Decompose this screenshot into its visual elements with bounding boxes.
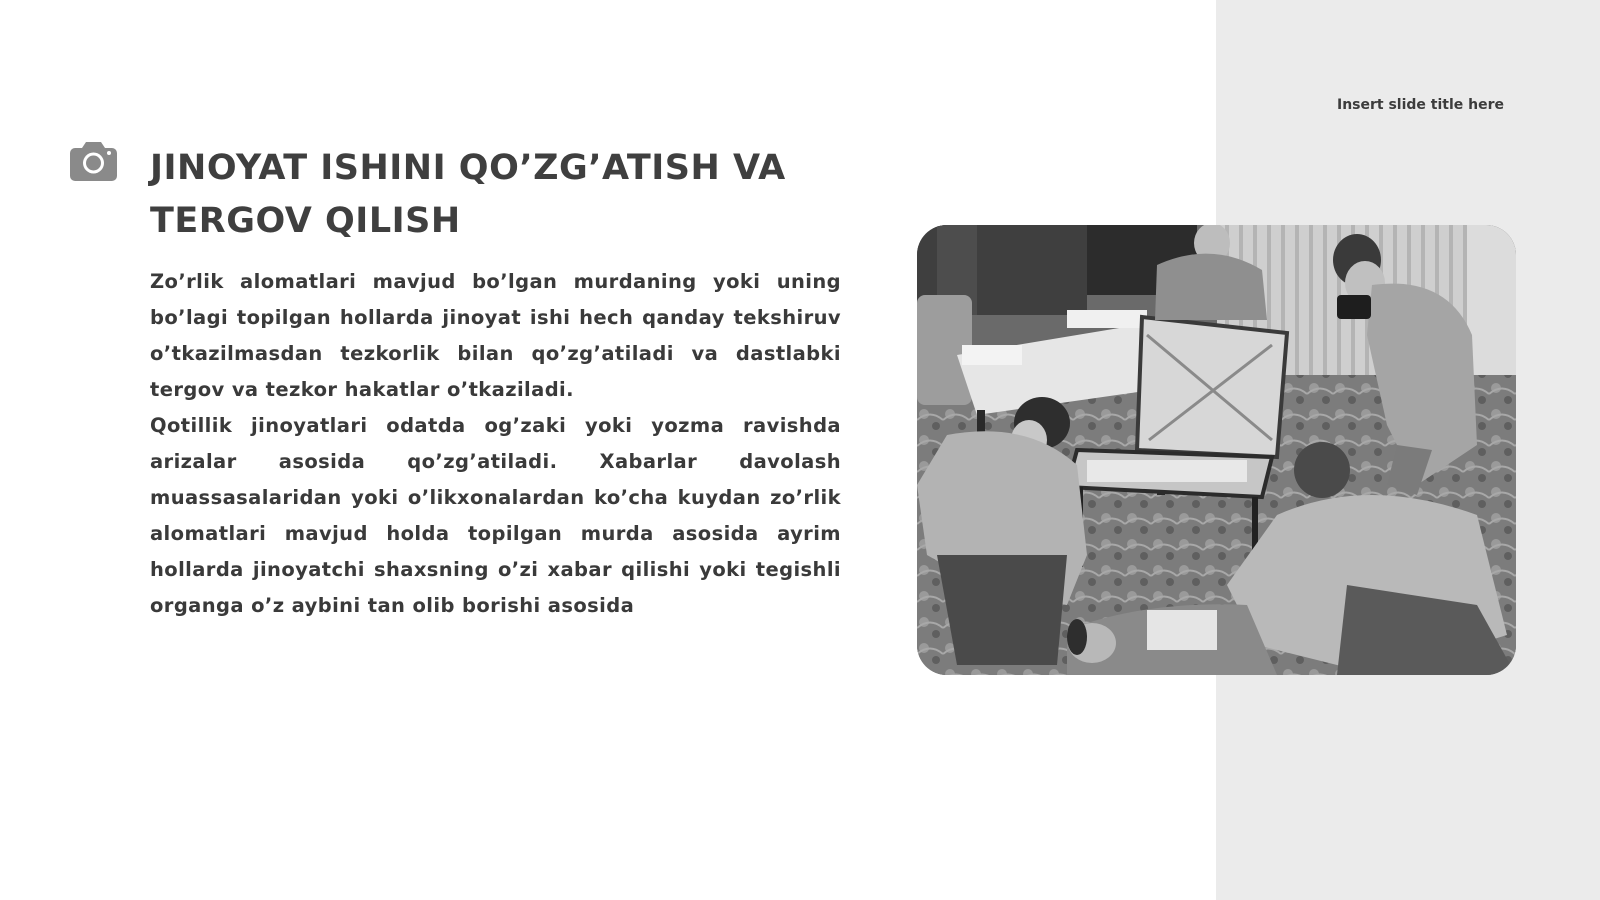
slide-body: [150, 264, 841, 624]
slide-title: JINOYAT ISHINI QO’ZG’ATISH VA TERGOV QILISH: [150, 148, 786, 241]
body-paragraph-2: Qotillik jinoyatlari odatda og’zaki yoki yozma ravishda arizalar asosida qo’zg’atiladi. Xabarlar davolash muassasalaridan yoki o’likxonalardan ko’cha kuydan zo’rlik alomatlari mavjud holda topilgan murda asosida ayrim hollarda jinoyatchi shaxsning o’zi xabar qilishi yoki tegishli organga o’z aybini tan olib borishi asosida: [150, 414, 841, 617]
body-paragraph-1: Zo’rlik alomatlari mavjud bo’lgan murdaning yoki uning bo’lagi topilgan hollarda jinoyat ishi hech qanday tekshiruv o’tkazilmasdan tezkorlik bilan qo’zg’atiladi va dastlabki tergov va tezkor hakatlar o’tkaziladi.: [150, 270, 841, 401]
camera-icon: [70, 141, 117, 181]
slide-header-label: Insert slide title here: [1336, 97, 1504, 113]
crime-scene-photo: [917, 225, 1516, 675]
